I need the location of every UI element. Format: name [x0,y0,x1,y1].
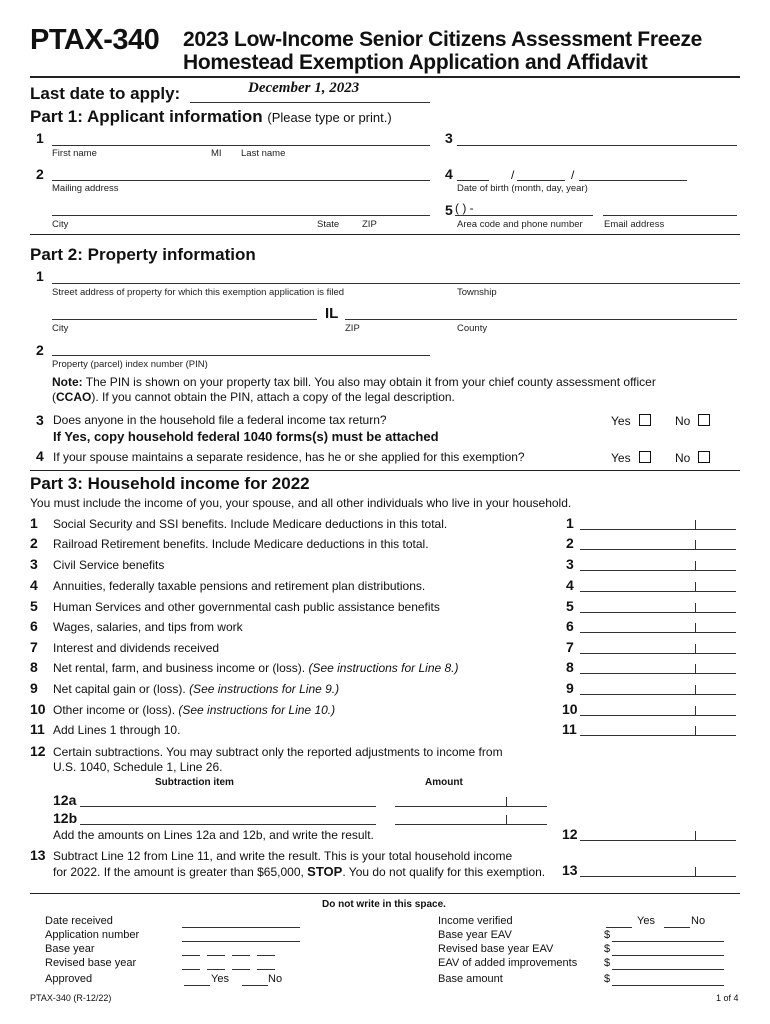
dollar-sign: $ [604,943,611,955]
income-line-num: 11 [30,721,45,737]
income-line-text [53,600,440,614]
income-line-text [53,620,243,634]
income-line-text [53,517,447,531]
application-number-field[interactable] [182,941,300,942]
income-verified-yes-field[interactable] [606,927,632,928]
subtraction-item-header: Subtraction item [155,777,234,788]
income-line-num: 1 [30,515,38,531]
form-revision: PTAX-340 (R-12/22) [30,993,112,1003]
form-title-line2: Homestead Exemption Application and Affidavit [183,51,648,74]
part3-intro: You must include the income of you, your spouse, and all other individuals who live in your household. [30,496,572,510]
phone-label: Area code and phone number [457,219,583,230]
line12-text1: Certain subtractions. You may subtract only the reported adjustments to income from [53,745,503,759]
approved-no-label: No [268,973,283,985]
q3-yes[interactable] [611,414,651,428]
part3-heading: Part 3: Household income for 2022 [30,474,310,493]
income-line-right-num: 5 [566,598,574,614]
line13-amount-field[interactable] [580,862,736,877]
p1-line2-num: 2 [36,166,44,182]
note-ccao: CCAO [56,390,92,404]
q3-yes-checkbox[interactable] [639,414,651,426]
income-line-num: 3 [30,556,38,572]
form-id: PTAX-340 [30,24,160,56]
approved-no-field[interactable] [242,985,268,986]
income-line-right-num: 10 [562,701,578,717]
pin-label: Property (parcel) index number (PIN) [52,359,208,370]
part1-note: (Please type or print.) [267,110,392,125]
page-number: 1 of 4 [716,993,739,1003]
q4-yes-checkbox[interactable] [639,451,651,463]
line12b-label: 12b [53,810,78,826]
office-amount-field[interactable] [612,941,724,942]
office-right-label: Base amount [438,973,503,985]
office-left-label: Base year [45,943,95,955]
mi-label: MI [211,148,222,159]
p2-line3-num: 3 [36,412,44,428]
income-line-text [53,641,219,655]
property-zip-label: ZIP [345,323,360,334]
office-amount-field[interactable] [612,969,724,970]
income-line-num: 6 [30,618,38,634]
note-paren: ( [52,390,56,404]
line12a-label: 12a [53,792,77,808]
note-text: The PIN is shown on your property tax bill. You also may obtain it from your chief county assessment officer [85,375,656,389]
base-year-digit-field[interactable] [207,955,225,956]
income-line-amount-field[interactable] [580,639,736,654]
income-line-right-num: 11 [562,721,577,737]
office-left-label: Date received [45,915,113,927]
income-line-instructions: (See instructions for Line 8.) [308,661,459,675]
form-title-line1: 2023 Low-Income Senior Citizens Assessment Freeze [183,28,703,51]
q3-text: Does anyone in the household file a federal income tax return? [53,413,387,427]
income-line-amount-field[interactable] [580,535,736,550]
dob-field[interactable]: / / [457,168,687,180]
income-line-text [53,579,425,593]
township-label: Township [457,287,497,298]
approved-yes-field[interactable] [184,985,210,986]
base-year-digit-field[interactable] [182,955,200,956]
income-line-desc: Net rental, farm, and business income or (loss). [53,661,309,675]
line12-add-text: Add the amounts on Lines 12a and 12b, and write the result. [53,828,374,842]
il-state: IL [325,305,339,322]
note-text2: ). If you cannot obtain the PIN, attach a copy of the legal description. [91,390,455,404]
dob-label: Date of birth (month, day, year) [457,183,588,194]
income-line-amount-field[interactable] [580,515,736,530]
q4-yes[interactable] [611,451,651,465]
office-left-label: Approved [45,973,93,985]
first-name-label: First name [52,148,97,159]
name-field[interactable] [52,145,430,146]
q4-no-checkbox[interactable] [698,451,710,463]
line12-num: 12 [30,743,46,759]
amount-header: Amount [425,777,463,788]
q4-no-label: No [675,451,691,465]
income-line-num: 5 [30,598,38,614]
income-line-text [53,558,164,572]
q3-bold-note: If Yes, copy household federal 1040 forms(s) must be attached [53,429,439,444]
q3-yes-label: Yes [611,414,631,428]
income-line-amount-field[interactable] [580,701,736,716]
office-heading: Do not write in this space. [322,899,446,910]
p2-line4-num: 4 [36,448,44,464]
income-line-instructions: (See instructions for Line 9.) [189,682,340,696]
q4-yes-label: Yes [611,451,631,465]
pin-note-line2 [52,390,455,404]
last-date-label: Last date to apply: [30,84,181,103]
office-left-label: Revised base year [45,957,137,969]
line12-text2: U.S. 1040, Schedule 1, Line 26. [53,760,223,774]
line12b-amount-field[interactable] [395,810,547,825]
q3-no-label: No [675,414,691,428]
line13-right-num: 13 [562,862,578,878]
county-label: County [457,323,488,334]
income-line-right-num: 8 [566,659,574,675]
q4-no[interactable] [675,451,710,465]
mailing-address-field[interactable] [52,180,430,181]
property-city-label: City [52,323,69,334]
q4-text: If your spouse maintains a separate residence, has he or she applied for this exemption? [53,450,525,464]
line13-text2-pre: for 2022. If the amount is greater than $65,000, [53,865,308,879]
office-right-label: Revised base year EAV [438,943,554,955]
income-line-num: 2 [30,535,38,551]
office-amount-field[interactable] [612,955,724,956]
pin-field[interactable] [52,355,430,356]
p1-line1-num: 1 [36,130,44,146]
note-bold: Note: [52,375,83,389]
last-name-label: Last name [241,148,286,159]
p1-line4-num: 4 [445,166,453,182]
revised-base-year-digit-field[interactable] [257,969,275,970]
income-line-right-num: 3 [566,556,574,572]
mailing-address-label: Mailing address [52,183,119,194]
email-label: Email address [604,219,665,230]
income-line-desc: Railroad Retirement benefits. Include Medicare deductions in this total. [53,537,429,551]
income-line-right-num: 7 [566,639,574,655]
income-line-text [53,682,339,696]
revised-base-year-digit-field[interactable] [182,969,200,970]
city-label: City [52,219,69,230]
line13-stop: STOP [307,864,343,879]
income-line-amount-field[interactable] [580,721,736,736]
income-verified-no-label: No [691,915,706,927]
income-line-amount-field[interactable] [580,598,736,613]
office-left-label: Application number [45,929,140,941]
income-line-desc: Human Services and other governmental cash public assistance benefits [53,600,440,614]
income-line-right-num: 4 [566,577,574,593]
property-city-field[interactable] [52,319,317,320]
income-line-instructions: (See instructions for Line 10.) [178,703,336,717]
income-line-text [53,661,459,675]
income-line-desc: Net capital gain or (loss). [53,682,190,696]
income-line-amount-field[interactable] [580,680,736,695]
q3-no[interactable] [675,414,710,428]
line13-num: 13 [30,847,46,863]
income-line-num: 8 [30,659,38,675]
part1-heading [30,107,392,127]
income-line-desc: Civil Service benefits [53,558,165,572]
line12-right-num: 12 [562,826,578,842]
line12a-item-field[interactable] [80,806,376,807]
part1-heading-text: Part 1: Applicant information [30,107,263,126]
line13-text2 [53,864,545,879]
income-line-desc: Other income or (loss). [53,703,179,717]
base-year-digit-field[interactable] [232,955,250,956]
income-verified-no-field[interactable] [664,927,690,928]
line3-field[interactable] [457,145,737,146]
zip-label: ZIP [362,219,377,230]
income-line-desc: Social Security and SSI benefits. Include Medicare deductions in this total. [53,517,448,531]
income-line-amount-field[interactable] [580,577,736,592]
last-date-value: December 1, 2023 [248,80,360,96]
revised-base-year-digit-field[interactable] [207,969,225,970]
income-line-text [53,703,335,717]
income-line-right-num: 6 [566,618,574,634]
line12b-item-field[interactable] [80,824,376,825]
income-line-num: 9 [30,680,38,696]
email-field[interactable] [603,215,737,216]
office-amount-field[interactable] [612,985,724,986]
date-received-field[interactable] [182,927,300,928]
office-right-label: EAV of added improvements [438,957,578,969]
income-line-desc: Annuities, federally taxable pensions and retirement plan distributions. [53,579,426,593]
q3-no-checkbox[interactable] [698,414,710,426]
line12a-amount-field[interactable] [395,792,547,807]
income-line-text [53,537,429,551]
city-state-zip-field[interactable] [52,215,430,216]
p1-line5-num: 5 [445,202,453,218]
line13-text1: Subtract Line 12 from Line 11, and write the result. This is your total household income [53,849,513,863]
pin-note [52,375,656,389]
income-line-desc: Add Lines 1 through 10. [53,723,181,737]
p2-line1-num: 1 [36,268,44,284]
line12-amount-field[interactable] [580,826,736,841]
income-line-num: 7 [30,639,38,655]
property-zip-county-field[interactable] [345,319,737,320]
income-line-num: 10 [30,701,46,717]
income-verified-yes-label: Yes [637,915,655,927]
income-line-num: 4 [30,577,38,593]
income-line-right-num: 2 [566,535,574,551]
p2-line2-num: 2 [36,342,44,358]
dollar-sign: $ [604,929,611,941]
dollar-sign: $ [604,973,611,985]
p1-line3-num: 3 [445,130,453,146]
approved-yes-label: Yes [211,973,229,985]
income-line-right-num: 1 [566,515,574,531]
property-street-label: Street address of property for which this exemption application is filed [52,287,345,298]
income-line-amount-field[interactable] [580,556,736,571]
revised-base-year-digit-field[interactable] [232,969,250,970]
income-line-desc: Wages, salaries, and tips from work [53,620,243,634]
line13-text2-post: . You do not qualify for this exemption. [342,865,546,879]
income-line-amount-field[interactable] [580,618,736,633]
dollar-sign: $ [604,957,611,969]
income-line-desc: Interest and dividends received [53,641,220,655]
property-street-field[interactable] [52,283,740,284]
part2-heading: Part 2: Property information [30,245,256,264]
office-right-label: Base year EAV [438,929,512,941]
income-line-right-num: 9 [566,680,574,696]
income-line-text [53,723,180,737]
income-line-amount-field[interactable] [580,659,736,674]
phone-field[interactable]: ( ) - [455,201,474,215]
office-right-label: Income verified [438,915,513,927]
base-year-digit-field[interactable] [257,955,275,956]
state-label: State [317,219,340,230]
